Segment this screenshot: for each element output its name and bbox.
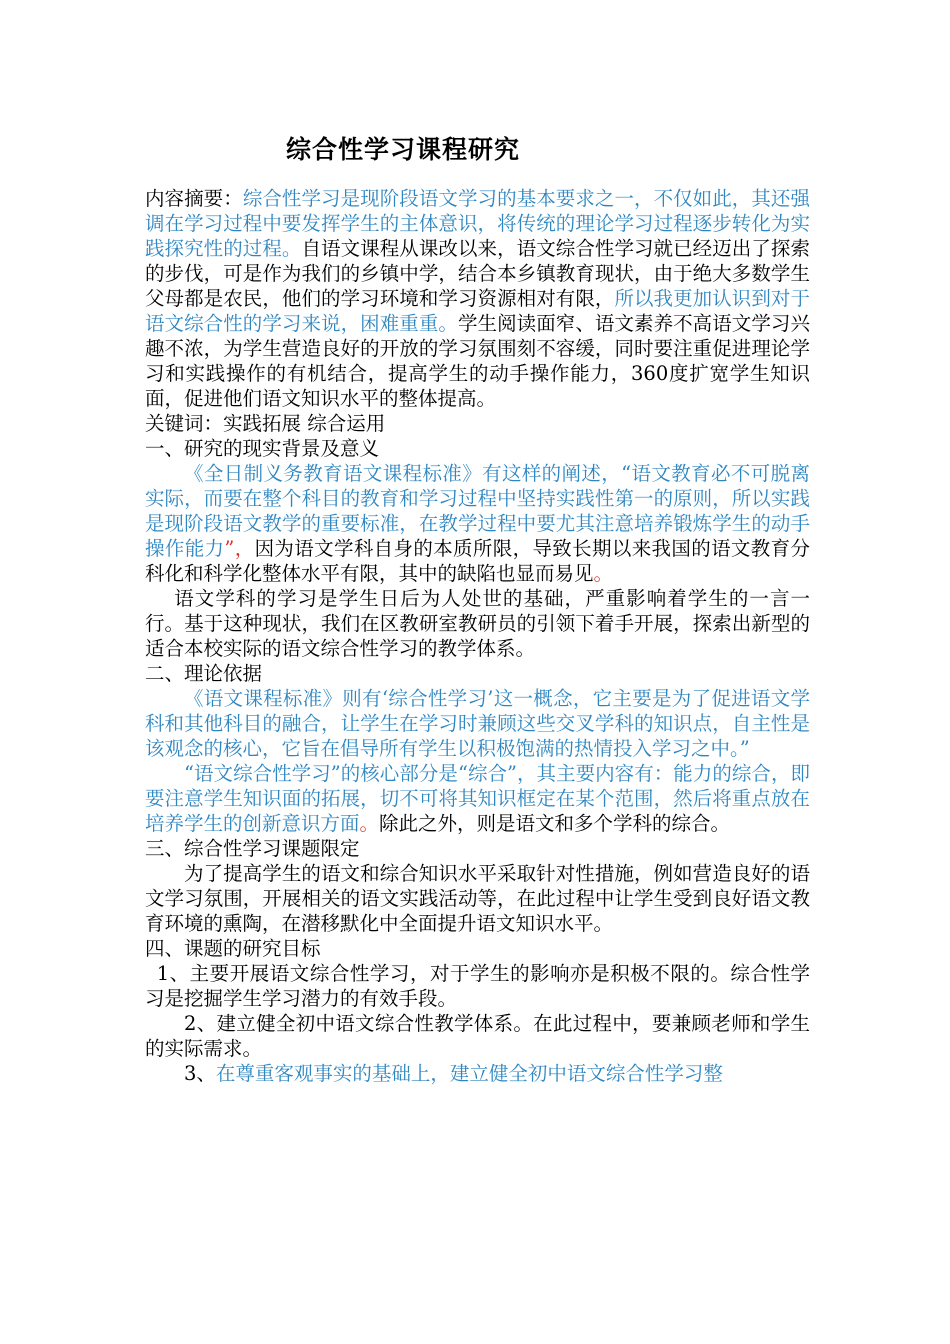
section3-heading: 三、综合性学习课题限定 [145,837,360,860]
keywords-line: 关键词：实践拓展 综合运用 [145,412,386,435]
abstract-paragraph [145,186,810,411]
section1-text: 因为语文学科自身的本质所限，导致长期以来我国的语文教育分科化和科学化整体水平有限，其中的缺陷也显而易见 [145,537,810,585]
abstract-text-2: 学生阅读面窄、语文素养不高语文学习兴趣不浓，为学生营造良好的开放的学习氛围刻不容缓，同时要注重促进理论学习和实践操作的有机结合，提高学生的动手操作能力，360度扩宽学生知识面，促进他们语文知识水平的整体提高。 [145,312,810,410]
abstract-text-1: 自语文课程从课改以来，语文综合性学习就已经迈出了探索的步伐，可是作为我们的乡镇中学，结合本乡镇教育现状，由于绝大多数学生父母都是农民，他们的学习环境和学习资源相对有限， [145,237,810,310]
abstract-label: 内容摘要： [145,187,243,210]
section4-heading: 四、课题的研究目标 [145,937,321,960]
section2-heading: 二、理论依据 [145,662,263,685]
section2-text: 除此之外，则是语文和多个学科的综合。 [379,812,731,835]
section4-item-2: 2、建立健全初中语文综合性教学体系。在此过程中，要兼顾老师和学生的实际需求。 [145,1012,810,1060]
section3-paragraph-1: 为了提高学生的语文和综合知识水平采取针对性措施，例如营造良好的语文学习氛围，开展相关的语文实践活动等，在此过程中让学生受到良好语文教育环境的熏陶，在潜移默化中全面提升语文知识水平。 [145,862,810,935]
section1-paragraph-1 [145,461,810,586]
abstract-highlight-1: 综合性学习是现阶段语文学习的基本要求之一，不仅如此，其还强调在学习过程中要发挥学生的主体意识，将传统的理论学习过程逐步转化为实践探究性的过程。 [145,187,810,260]
section1-heading: 一、研究的现实背景及意义 [145,437,380,460]
section4-item-3-number: 3、 [184,1062,216,1085]
section4-item-3 [145,1061,810,1086]
section1-period: 。 [593,562,614,585]
section2-paragraph-1: 《语文课程标准》则有‘综合性学习’这一概念，它主要是为了促进语文学科和其他科目的融合，让学生在学习时兼顾这些交叉学科的知识点，自主性是该观念的核心，它旨在倡导所有学生以积极饱满的热情投入学习之中。” [145,687,810,760]
section1-paragraph-2: 语文学科的学习是学生日后为人处世的基础，严重影响着学生的一言一行。基于这种现状，我们在区教研室教研员的引领下着手开展，探索出新型的适合本校实际的语文综合性学习的教学体系。 [145,587,810,660]
document-body [145,186,810,1086]
section1-quote: 《全日制义务教育语文课程标准》有这样的阐述，“语文教育必不可脱离实际，而要在整个科目的教育和学习过程中坚持实践性第一的原则，所以实践是现阶段语文教学的重要标准，在教学过程中要尤其注意培养锻炼学生的动手操作能力 [145,462,810,560]
document-title: 综合性学习课程研究 [286,135,521,164]
section4-item-3-text: 在尊重客观事实的基础上，建立健全初中语文综合性学习整 [215,1062,723,1085]
section2-paragraph-2 [145,761,810,836]
section4-item-1: 1、主要开展语文综合性学习，对于学生的影响亦是积极不限的。综合性学习是挖掘学生学习潜力的有效手段。 [145,962,810,1010]
section2-period: 。 [359,812,380,835]
abstract-highlight-2: 所以我更加认识到对于语文综合性的学习来说，困难重重。 [145,287,810,335]
section2-highlight: “语文综合性学习”的核心部分是“综合”，其主要内容有：能力的综合，即要注意学生知识面的拓展，切不可将其知识框定在某个范围，然后将重点放在培养学生的创新意识方面 [145,762,810,835]
section1-quote-close: ”， [224,537,255,560]
